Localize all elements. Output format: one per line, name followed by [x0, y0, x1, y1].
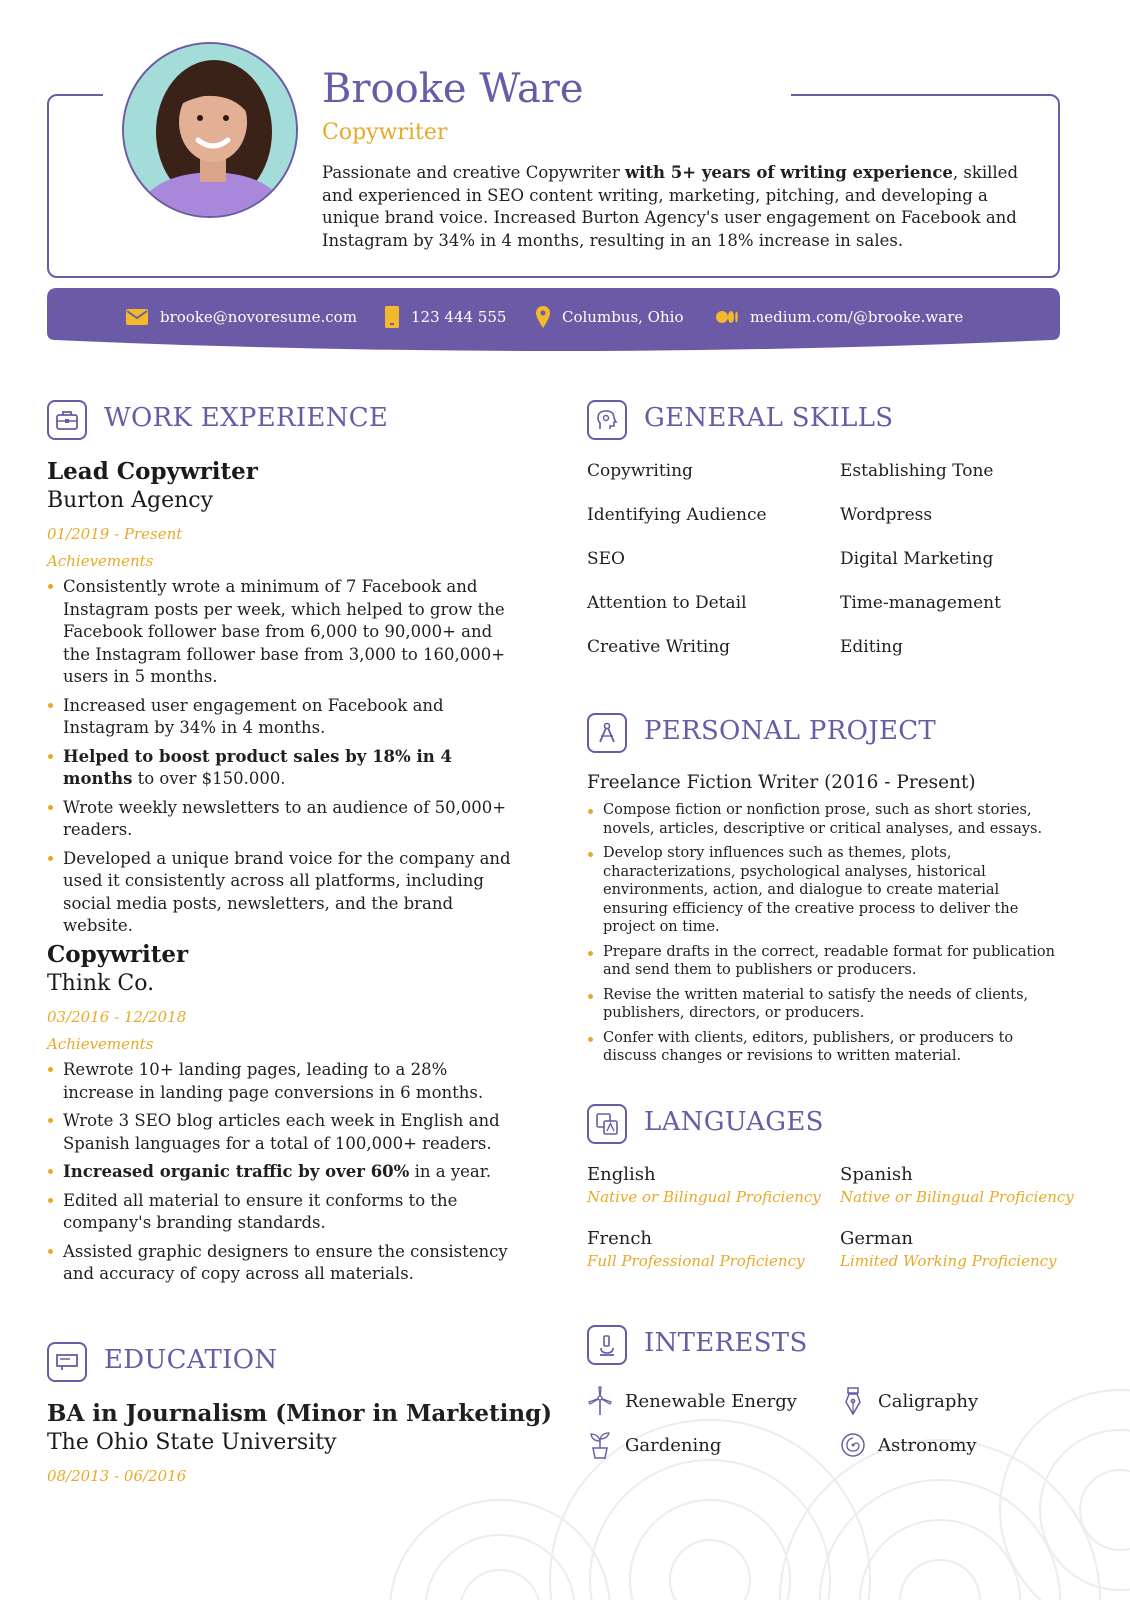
list-item: Compose fiction or nonfiction prose, such as short stories, novels, articles, descriptive or critical analyses, and essays. — [587, 801, 1057, 838]
list-item: Revise the written material to satisfy the needs of clients, publishers, directors, or producers. — [587, 986, 1057, 1023]
skill-item: Establishing Tone — [840, 461, 994, 481]
education-degree: BA in Journalism (Minor in Marketing) — [47, 1400, 553, 1427]
wind-turbine-icon — [587, 1386, 613, 1416]
interest-item — [840, 1386, 978, 1416]
project-heading: PERSONAL PROJECT — [644, 716, 937, 746]
list-item: Consistently wrote a minimum of 7 Facebook and Instagram posts per week, which helped to grow the Facebook follower base from 6,000 to 90,000+ and the Instagram follower base from 3,000 to 160,000+ users in 5 months. — [47, 576, 517, 689]
project-icon-box — [587, 713, 627, 753]
contact-email[interactable] — [126, 306, 357, 328]
list-item: Helped to boost product sales by 18% in 4 months to over $150.000. — [47, 746, 517, 791]
languages-icon-box — [587, 1104, 627, 1144]
interest-label: Astronomy — [878, 1434, 977, 1456]
list-item: Confer with clients, editors, publishers, or producers to discuss changes or revisions to written material. — [587, 1029, 1057, 1066]
skill-item: Creative Writing — [587, 637, 731, 657]
skill-item: Identifying Audience — [587, 505, 767, 525]
contact-location-text: Columbus, Ohio — [562, 308, 684, 326]
job-date: 03/2016 - 12/2018 — [47, 1008, 187, 1026]
summary-highlight: with 5+ years of writing experience — [624, 163, 953, 182]
project-name: Freelance Fiction Writer (2016 - Present) — [587, 772, 976, 793]
skills-heading: GENERAL SKILLS — [644, 403, 894, 433]
profile-photo — [122, 42, 298, 218]
briefcase-icon — [56, 410, 78, 430]
language-level: Limited Working Proficiency — [840, 1252, 1057, 1270]
location-pin-icon — [536, 306, 550, 328]
job-achievements-list — [47, 576, 517, 944]
contact-phone[interactable] — [385, 306, 506, 328]
skill-item: SEO — [587, 549, 625, 569]
education-icon-box — [47, 1342, 87, 1382]
language-name: French — [587, 1228, 653, 1249]
candidate-name: Brooke Ware — [322, 66, 584, 112]
achievements-label: Achievements — [47, 552, 154, 570]
interest-item — [587, 1430, 721, 1460]
skill-item: Time-management — [840, 593, 1001, 613]
skill-item: Copywriting — [587, 461, 693, 481]
language-name: Spanish — [840, 1164, 913, 1185]
work-experience-heading: WORK EXPERIENCE — [104, 403, 389, 433]
interest-label: Renewable Energy — [625, 1390, 797, 1412]
list-item: Assisted graphic designers to ensure the consistency and accuracy of copy across all materials. — [47, 1241, 517, 1286]
avatar-illustration — [124, 44, 298, 218]
microscope-icon — [597, 1334, 617, 1356]
language-level: Native or Bilingual Proficiency — [587, 1188, 821, 1206]
language-name: German — [840, 1228, 914, 1249]
contact-phone-text: 123 444 555 — [411, 308, 507, 326]
job-company: Think Co. — [47, 971, 155, 996]
interest-label: Caligraphy — [878, 1390, 979, 1412]
interest-label: Gardening — [625, 1434, 722, 1456]
interests-heading: INTERESTS — [644, 1328, 808, 1358]
contact-website[interactable] — [716, 306, 963, 328]
project-list — [587, 801, 1057, 1072]
skill-item: Wordpress — [840, 505, 933, 525]
list-item: Prepare drafts in the correct, readable format for publication and send them to publishers or producers. — [587, 943, 1057, 980]
language-level: Native or Bilingual Proficiency — [840, 1188, 1074, 1206]
job-title: Lead Copywriter — [47, 458, 258, 485]
skills-icon-box — [587, 400, 627, 440]
interest-item — [587, 1386, 797, 1416]
language-name: English — [587, 1164, 656, 1185]
language-level: Full Professional Proficiency — [587, 1252, 805, 1270]
list-item: Increased organic traffic by over 60% in a year. — [47, 1161, 517, 1184]
skill-item: Attention to Detail — [587, 593, 747, 613]
education-heading: EDUCATION — [104, 1345, 278, 1375]
summary-text-1: Passionate and creative Copywriter — [322, 163, 625, 182]
translate-icon — [596, 1113, 618, 1135]
graduation-board-icon — [56, 1353, 78, 1371]
list-item: Wrote weekly newsletters to an audience of 50,000+ readers. — [47, 797, 517, 842]
list-item: Developed a unique brand voice for the company and used it consistently across all platforms, including social media posts, newsletters, and the brand website. — [47, 848, 517, 938]
contact-email-text: brooke@novoresume.com — [160, 308, 357, 326]
head-gears-icon — [596, 409, 618, 431]
interests-icon-box — [587, 1325, 627, 1365]
phone-icon — [385, 306, 399, 328]
contact-location — [536, 306, 683, 328]
summary-paragraph — [322, 162, 1037, 252]
achievements-label: Achievements — [47, 1035, 154, 1053]
education-school: The Ohio State University — [47, 1430, 337, 1455]
skill-item: Digital Marketing — [840, 549, 994, 569]
job-achievements-list — [47, 1059, 517, 1292]
list-item: Increased user engagement on Facebook and Instagram by 34% in 4 months. — [47, 695, 517, 740]
summary-text-2: , skilled and experienced in SEO content writing, marketing, pitching, and developing a unique brand voice. Increased Burton Agency's user engagement on Facebook and Instagram by 34% in 4 months, resulting in an 18% increase in sales. — [322, 163, 1019, 250]
envelope-icon — [126, 309, 148, 325]
medium-icon — [716, 310, 738, 324]
list-item: Wrote 3 SEO blog articles each week in English and Spanish languages for a total of 100,000+ readers. — [47, 1110, 517, 1155]
job-date: 01/2019 - Present — [47, 525, 183, 543]
plant-icon — [587, 1430, 613, 1460]
skill-item: Editing — [840, 637, 903, 657]
job-title: Copywriter — [47, 941, 189, 968]
compass-drawing-icon — [597, 722, 617, 744]
education-date: 08/2013 - 06/2016 — [47, 1467, 187, 1485]
contact-bar — [47, 288, 1060, 368]
candidate-role: Copywriter — [322, 120, 448, 145]
spiral-galaxy-icon — [840, 1430, 866, 1460]
list-item: Edited all material to ensure it conforms to the company's branding standards. — [47, 1190, 517, 1235]
languages-heading: LANGUAGES — [644, 1107, 824, 1137]
fountain-pen-icon — [840, 1386, 866, 1416]
contact-website-text: medium.com/@brooke.ware — [750, 308, 964, 326]
interest-item — [840, 1430, 977, 1460]
work-experience-icon-box — [47, 400, 87, 440]
job-company: Burton Agency — [47, 488, 214, 513]
list-item: Develop story influences such as themes, plots, characterizations, psychological analyses, historical environments, action, and dialogue to create material ensuring efficiency of the creative process to deliver the project on time. — [587, 844, 1057, 937]
list-item: Rewrote 10+ landing pages, leading to a 28% increase in landing page conversions in 6 months. — [47, 1059, 517, 1104]
